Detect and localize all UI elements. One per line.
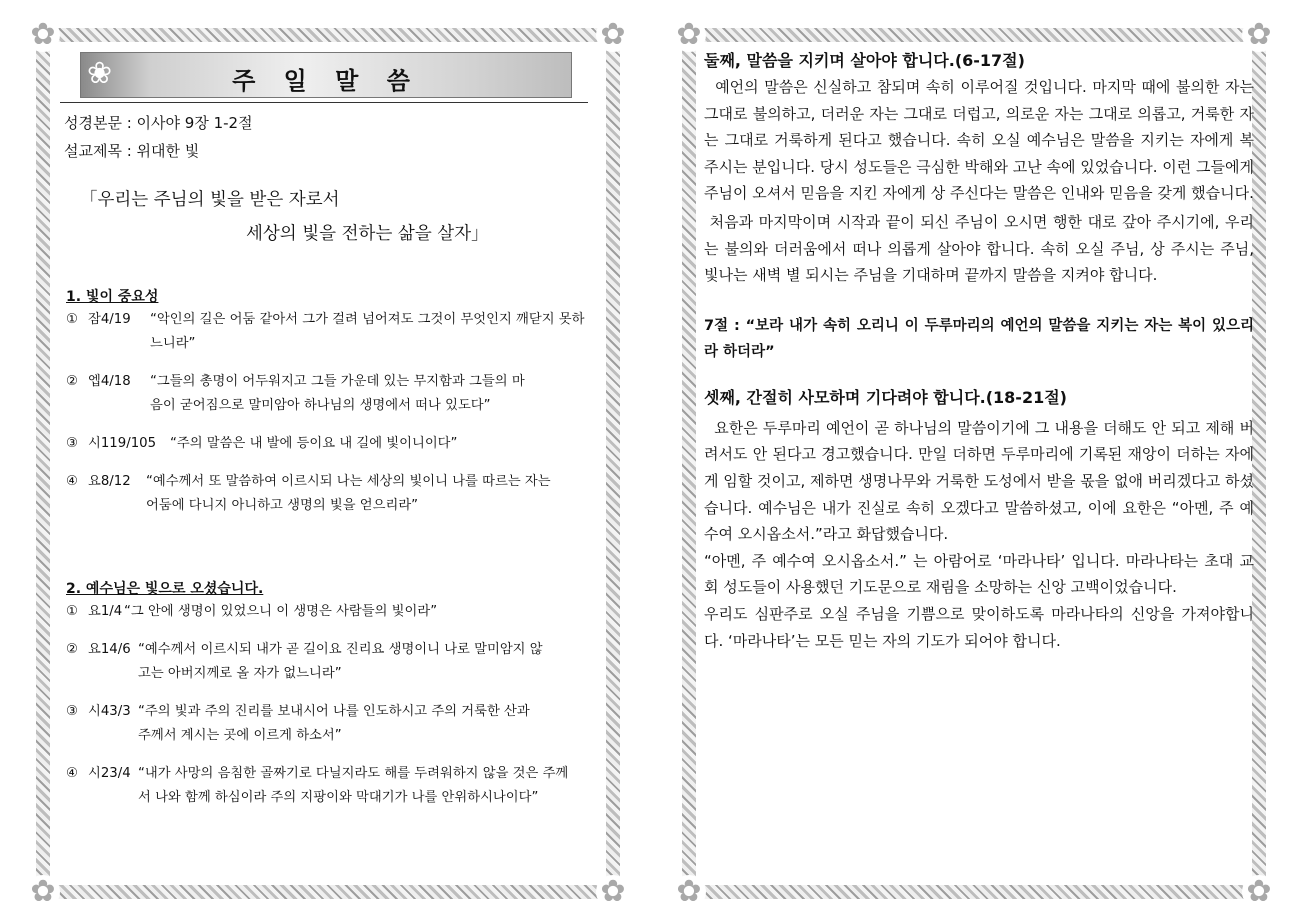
verse-reference: 요1/4 — [88, 604, 123, 619]
list-item — [66, 308, 586, 356]
title-banner — [80, 52, 572, 98]
verse-text: “악인의 길은 어둠 같아서 그가 걸려 넘어져도 그것이 무엇인지 깨닫지 못하느니라” — [150, 312, 585, 351]
verse-number: ② — [66, 374, 78, 389]
floral-corner-icon: ✿ — [26, 18, 60, 52]
verse-reference: 시119/105 — [88, 436, 157, 451]
divider — [60, 102, 588, 103]
paragraph: 요한은 두루마리 예언이 곧 하나님의 말씀이기에 그 내용을 더해도 안 되고 제해 버려서도 안 된다고 경고했습니다. 만일 더하면 두루마리에 기록된 재앙이 더하는 자에게 임할 것이고, 제하면 생명나무와 거룩한 도성에서 받을 몫을 없애 버리겠다고 하셨습니다. 예수님은 내가 진실로 속히 오겠다고 말씀하셨고, 이에 요한은 “아멘, 주 예수여 오시옵소서.”라고 화답했습니다. — [704, 418, 1254, 544]
floral-corner-icon: ✿ — [26, 875, 60, 909]
floral-corner-icon: ✿ — [672, 18, 706, 52]
verse-reference: 엡4/18 — [88, 374, 131, 389]
list-item — [66, 700, 586, 748]
verse-reference: 시43/3 — [88, 704, 131, 719]
verse-reference: 요14/6 — [88, 642, 131, 657]
theme-line-1: 「우리는 주님의 빛을 받은 자로서 — [80, 190, 340, 210]
verse-reference: 요8/12 — [88, 474, 131, 489]
verse-text: “그 안에 생명이 있었으니 이 생명은 사람들의 빛이라” — [124, 604, 438, 619]
verse-list-2 — [66, 600, 586, 822]
verse-number: ① — [66, 312, 78, 327]
page-title: 주 일 말 씀 — [232, 67, 420, 95]
paragraph: 예언의 말씀은 신실하고 참되며 속히 이루어질 것입니다. 마지막 때에 불의한 자는 그대로 불의하고, 더러운 자는 그대로 더럽고, 의로운 자는 그대로 의롭고, 거룩한 자는 그대로 거룩하게 된다고 했습니다. 속히 오실 예수님은 말씀을 지키는 자에게 복 주시는 분입니다. 당시 성도들은 극심한 박해와 고난 속에 있었습니다. 이런 그들에게 주님이 오셔서 믿음을 지킨 자에게 상 주신다는 말씀은 인내와 믿음을 갖게 했습니다. — [704, 78, 1259, 203]
list-item — [66, 432, 586, 456]
paragraph: 처음과 마지막이며 시작과 끝이 되신 주님이 오시면 행한 대로 갚아 주시기에, 우리는 불의와 더러움에서 떠나 의롭게 살아야 합니다. 속히 오실 주님, 상 주시는 주님, 빛나는 새벽 별 되시는 주님을 기대하며 끝까지 말씀을 지켜야 합니다. — [704, 212, 1259, 285]
floral-corner-icon: ✿ — [1242, 875, 1276, 909]
verse-reference: 시23/4 — [88, 766, 131, 781]
verse-number: ③ — [66, 436, 78, 451]
list-item — [66, 370, 586, 418]
verse-text: “내가 사망의 음침한 골짜기로 다닐지라도 해를 두려워하지 않을 것은 주께서 나와 함께 하심이라 주의 지팡이와 막대기가 나를 안위하시나이다” — [138, 766, 569, 805]
floral-corner-icon: ✿ — [596, 18, 630, 52]
verse-text: “주의 빛과 주의 진리를 보내시어 나를 인도하시고 주의 거룩한 산과 주께서 계시는 곳에 이르게 하소서” — [138, 704, 530, 743]
theme-line-2: 세상의 빛을 전하는 삶을 살자」 — [246, 224, 489, 244]
verse-list-1 — [66, 308, 586, 530]
verse-text: “예수께서 또 말씀하여 이르시되 나는 세상의 빛이니 나를 따르는 자는 어둠에 다니지 아니하고 생명의 빛을 얻으리라” — [146, 474, 551, 513]
verse-number: ③ — [66, 704, 78, 719]
section-heading-third: 셋째, 간절히 사모하며 기다려야 합니다.(18-21절) — [704, 387, 1067, 407]
flower-icon: ❀ — [87, 56, 113, 91]
verse-number: ④ — [66, 474, 78, 489]
verse-reference: 잠4/19 — [88, 312, 131, 327]
section-heading-2: 2. 예수님은 빛으로 오셨습니다. — [66, 581, 264, 597]
key-verse-quote: 7절 : “보라 내가 속히 오리니 이 두루마리의 예언의 말씀을 지키는 자는 복이 있으리라 하더라” — [704, 317, 1254, 360]
verse-text: “그들의 총명이 어두워지고 그들 가운데 있는 무지함과 그들의 마음이 굳어짐으로 말미암아 하나님의 생명에서 떠나 있도다” — [150, 374, 525, 413]
paragraph: “아멘, 주 예수여 오시옵소서.” 는 아람어로 ‘마라나타’ 입니다. 마라나타는 초대 교회 성도들이 사용했던 기도문으로 재림을 소망하는 신앙 고백이었습니다. — [704, 551, 1254, 597]
list-item — [66, 600, 586, 624]
list-item — [66, 470, 586, 518]
verse-text: “주의 말씀은 내 발에 등이요 내 길에 빛이니이다” — [170, 436, 458, 451]
verse-number: ② — [66, 642, 78, 657]
section-heading-1: 1. 빛이 중요성 — [66, 289, 159, 305]
verse-text: “예수께서 이르시되 내가 곧 길이요 진리요 생명이니 나로 말미암지 않고는 아버지께로 올 자가 없느니라” — [138, 642, 543, 681]
section-heading-second: 둘째, 말씀을 지키며 살아야 합니다.(6-17절) — [704, 51, 1025, 70]
floral-corner-icon: ✿ — [1242, 18, 1276, 52]
verse-number: ④ — [66, 766, 78, 781]
sermon-body — [704, 48, 1259, 654]
list-item — [66, 638, 586, 686]
paragraph: 우리도 심판주로 오실 주님을 기쁨으로 맞이하도록 마라나타의 신앙을 가져야합니다. ‘마라나타’는 모든 믿는 자의 기도가 되어야 합니다. — [704, 604, 1254, 650]
left-page — [30, 17, 626, 909]
floral-corner-icon: ✿ — [672, 875, 706, 909]
floral-corner-icon: ✿ — [596, 875, 630, 909]
verse-number: ① — [66, 604, 78, 619]
list-item — [66, 762, 586, 810]
scripture-reference: 성경본문 : 이사야 9장 1-2절 — [64, 114, 253, 132]
sermon-title: 설교제목 : 위대한 빛 — [64, 142, 200, 160]
right-page — [676, 17, 1272, 909]
